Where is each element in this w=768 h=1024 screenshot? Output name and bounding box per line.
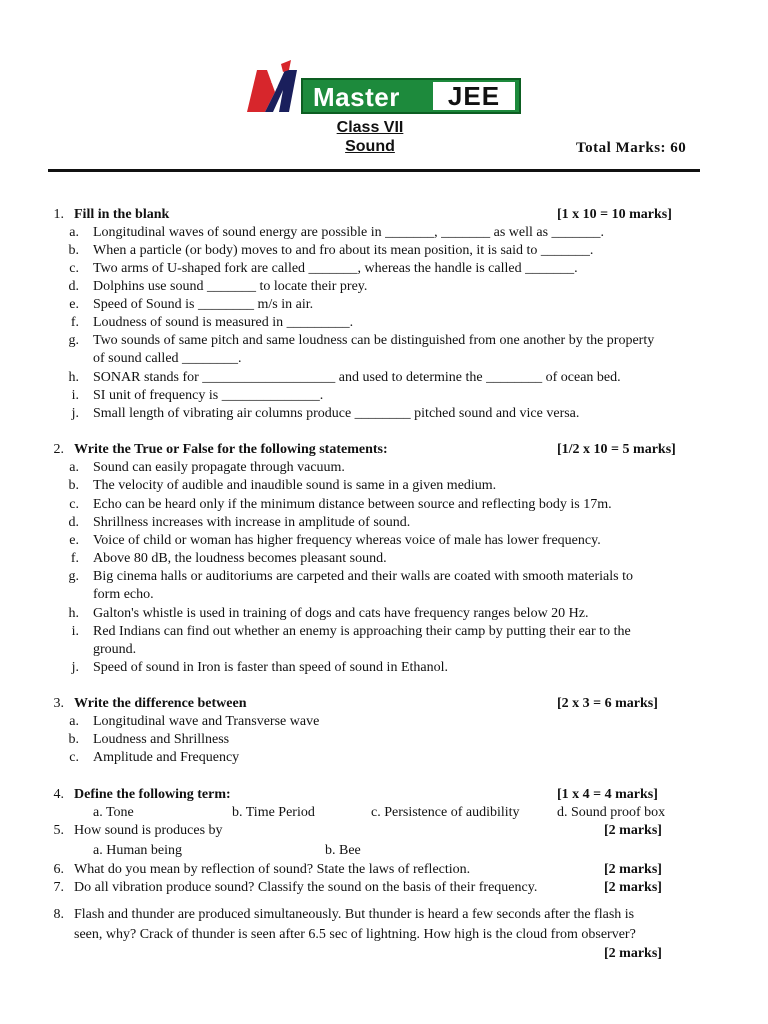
question-text: seen, why? Crack of thunder is seen after 6.5 sec of lightning. How high is the cloud from observer? xyxy=(74,927,636,942)
question-text: How sound is produces by xyxy=(74,823,223,838)
masterjee-logo xyxy=(245,60,525,120)
question-number: 2. xyxy=(53,442,64,457)
question-text: Do all vibration produce sound? Classify the sound on the basis of their frequency. xyxy=(74,880,538,895)
question-number: 3. xyxy=(53,696,64,711)
question-number: 6. xyxy=(53,862,64,877)
question-marks: [2 marks] xyxy=(604,823,662,838)
subject-label: Sound xyxy=(345,138,395,155)
logo-master-text: Master xyxy=(313,82,400,112)
option: a. Tone xyxy=(93,805,134,820)
question-title: Fill in the blank xyxy=(74,207,170,222)
logo-jee-text: JEE xyxy=(433,82,515,110)
question-marks: [2 marks] xyxy=(604,862,662,877)
question-title: Write the True or False for the following statements: xyxy=(74,442,388,457)
option: b. Time Period xyxy=(232,805,315,820)
total-marks: Total Marks: 60 xyxy=(576,140,687,156)
question-marks: [1/2 x 10 = 5 marks] xyxy=(557,442,676,457)
question-marks: [1 x 10 = 10 marks] xyxy=(557,207,672,222)
option: b. Bee xyxy=(325,843,361,858)
question-number: 8. xyxy=(53,907,64,922)
question-number: 1. xyxy=(53,207,64,222)
class-label: Class VII xyxy=(336,119,404,136)
question-text: What do you mean by reflection of sound? State the laws of reflection. xyxy=(74,862,471,877)
logo-wordmark xyxy=(301,78,521,114)
question-number: 5. xyxy=(53,823,64,838)
option: d. Sound proof box xyxy=(557,805,666,820)
rocket-m-logo-icon xyxy=(245,60,305,118)
option: c. Persistence of audibility xyxy=(371,805,520,820)
question-title: Write the difference between xyxy=(74,696,247,711)
question-title: Define the following term: xyxy=(74,787,231,802)
question-number: 4. xyxy=(53,787,64,802)
question-marks: [1 x 4 = 4 marks] xyxy=(557,787,658,802)
question-marks: [2 x 3 = 6 marks] xyxy=(557,696,658,711)
header-divider xyxy=(48,169,700,172)
question-marks: [2 marks] xyxy=(604,946,662,961)
question-marks: [2 marks] xyxy=(604,880,662,895)
question-number: 7. xyxy=(53,880,64,895)
option: a. Human being xyxy=(93,843,183,858)
question-text: Flash and thunder are produced simultaneously. But thunder is heard a few seconds after the flash is xyxy=(74,907,635,922)
